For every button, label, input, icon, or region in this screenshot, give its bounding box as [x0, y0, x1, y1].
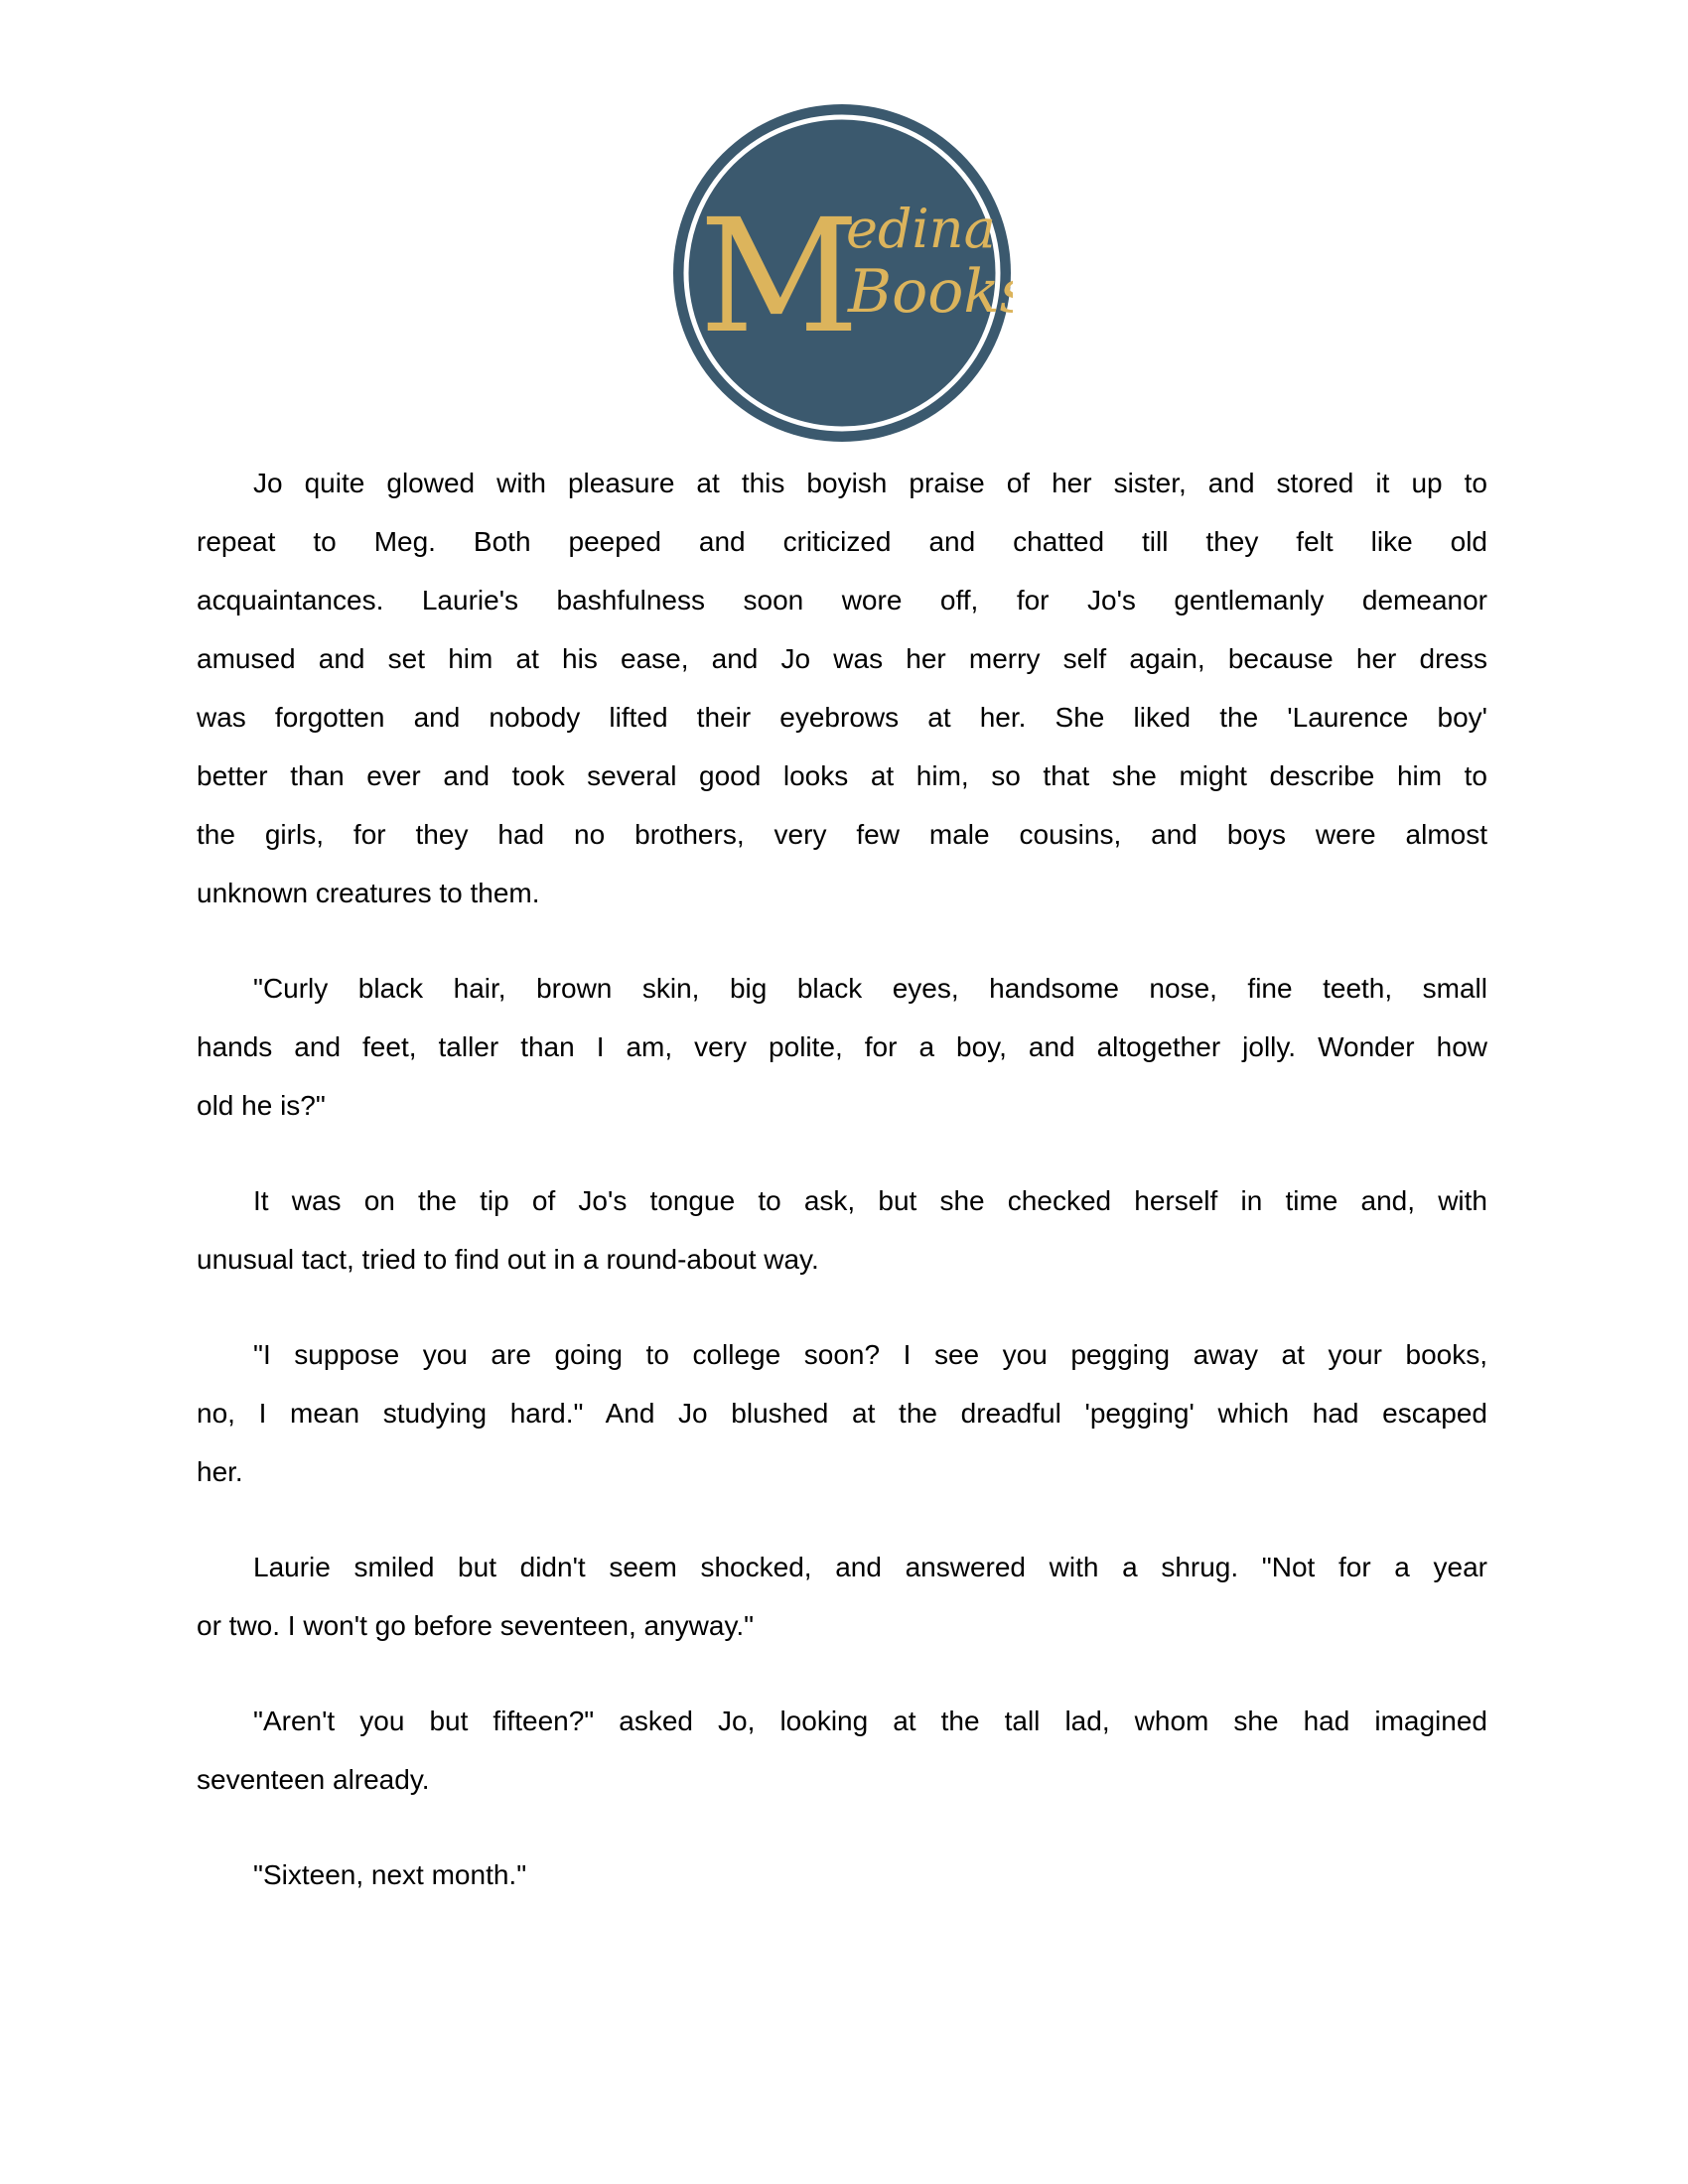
paragraph: [197, 1692, 1487, 1809]
medina-books-logo: [671, 102, 1013, 444]
text-line: unusual tact, tried to find out in a round-about way.: [197, 1244, 819, 1275]
text-line: It was on the tip of Jo's tongue to ask, but she checked herself in time and, with: [253, 1185, 1487, 1216]
text-line: Jo quite glowed with pleasure at this boyish praise of her sister, and stored it up to: [253, 468, 1487, 498]
text-line: seventeen already.: [197, 1764, 430, 1795]
text-line: Laurie smiled but didn't seem shocked, and answered with a shrug. "Not for a year: [253, 1552, 1487, 1582]
paragraph: [197, 959, 1487, 1135]
logo-word-edina: edina: [846, 198, 996, 260]
logo-graphic: [671, 102, 1013, 444]
paragraph: [197, 1538, 1487, 1655]
text-line: the girls, for they had no brothers, very few male cousins, and boys were almost: [197, 819, 1487, 850]
text-line: "Aren't you but fifteen?" asked Jo, looking at the tall lad, whom she had imagined: [253, 1706, 1487, 1736]
paragraph: [197, 1845, 1487, 1904]
text-line: or two. I won't go before seventeen, anyway.": [197, 1610, 755, 1641]
text-line: "Curly black hair, brown skin, big black eyes, handsome nose, fine teeth, small: [253, 973, 1487, 1004]
text-line: amused and set him at his ease, and Jo was her merry self again, because her dress: [197, 643, 1487, 674]
text-line: her.: [197, 1456, 243, 1487]
document-body: [197, 454, 1487, 1941]
logo-monogram: M: [699, 186, 860, 368]
paragraph: [197, 1171, 1487, 1289]
text-line: better than ever and took several good looks at him, so that she might describe him to: [197, 760, 1487, 791]
text-line: hands and feet, taller than I am, very polite, for a boy, and altogether jolly. Wonder how: [197, 1031, 1487, 1062]
logo-word-books: Books: [848, 257, 1013, 327]
text-line: old he is?": [197, 1090, 326, 1121]
text-line: was forgotten and nobody lifted their eyebrows at her. She liked the 'Laurence boy': [197, 702, 1487, 733]
text-line: repeat to Meg. Both peeped and criticized and chatted till they felt like old: [197, 526, 1487, 557]
paragraph: [197, 454, 1487, 922]
paragraph: [197, 1325, 1487, 1501]
text-line: "I suppose you are going to college soon? I see you pegging away at your books,: [253, 1339, 1487, 1370]
text-line: "Sixteen, next month.": [253, 1859, 527, 1890]
text-line: unknown creatures to them.: [197, 878, 540, 908]
text-line: acquaintances. Laurie's bashfulness soon wore off, for Jo's gentlemanly demeanor: [197, 585, 1487, 615]
text-line: no, I mean studying hard." And Jo blushed at the dreadful 'pegging' which had escaped: [197, 1398, 1487, 1429]
